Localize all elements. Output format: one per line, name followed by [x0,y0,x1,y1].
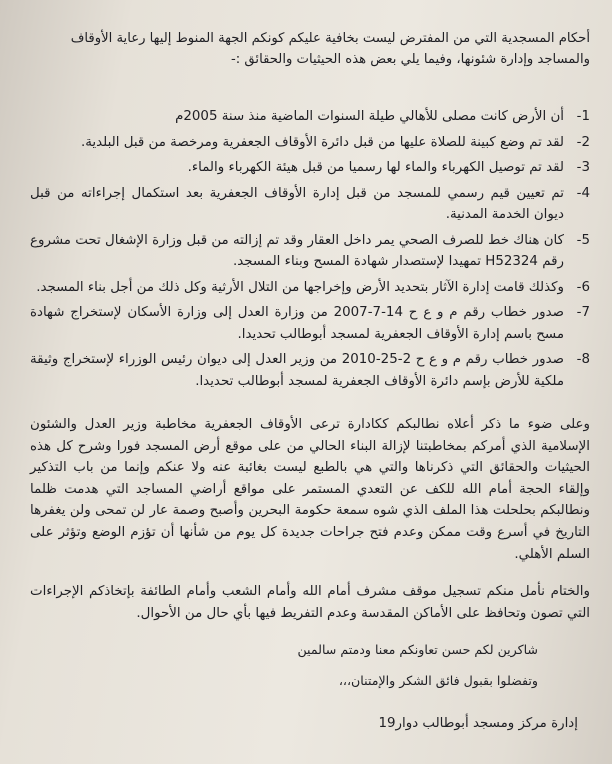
item-text: وكذلك قامت إدارة الآثار بتحديد الأرض وإخراجها من التلال الأرثية وكل ذلك من أجل بناء المسجد. [36,279,564,295]
regards-line: وتفضلوا بقبول فائق الشكر والإمتنان،،، [338,673,538,689]
list-item [30,277,590,299]
item-number: -4 [576,185,590,201]
facts-list [30,106,590,392]
list-item [30,349,590,392]
item-number: -6 [576,279,590,295]
signature-line: إدارة مركز ومسجد أبوطالب دوار19 [378,716,578,731]
item-text: تم تعيين قيم رسمي للمسجد من قبل إدارة الأوقاف الجعفرية بعد استكمال إجراءاته من قبل ديوان الخدمة المدنية. [30,185,564,222]
item-text: كان هناك خط للصرف الصحي يمر داخل العقار وقد تم إزالته من قبل وزارة الإشغال تحت مشروع رقم H52324 تمهيدا لإستصدار شهادة المسح وبناء المسجد. [30,232,564,269]
item-number: -8 [576,352,590,367]
item-text: صدور خطاب رقم م و ع ح 14-7-2007 من وزارة العدل إلى وزارة الأسكان لإستخراج شهادة مسح باسم إدارة الأوقاف الجعفرية لمسجد أبوطالب تحديدا. [30,305,564,342]
intro-paragraph: أحكام المسجدية التي من المفترض ليست بخافية عليكم كونكم الجهة المنوط إليها رعاية الأوقاف والمساجد وإدارة شئونها، وفيما يلي بعض هذه الحيثيات والحقائق :- [70,31,590,67]
body-paragraph: وعلى ضوء ما ذكر أعلاه نطالبكم ككادارة ترعى الأوقاف الجعفرية مخاطبة وزير العدل والشئون الإسلامية الذي أمركم بمخاطبتنا لإزالة البناء الحالي من على موقع أرض المسجد فورا وشرح كل هذه الحيثيات والحقائق التي ذكرناها والتي هي بالطبع ليست بغائبة عنه ولا عنكم وإنما من باب التذكير وإلقاء الحجة أمام الله للكف عن التعدي المستمر على مواقع أراضي المساجد التي هدمت ظلما ونطالبكم بحلحلت هذا الملف الذي شوه سمعة حكومة البحرين وأصبح وصمة عار لن تمحى ولن يغفرها التاريخ في أسرع وقت ممكن وعدم فتح جراحات جديدة كل يوم من شأنها أن تؤزم الوضع وتؤثر على السلم الأهلي. [30,417,590,562]
list-item [30,183,590,226]
item-number: -3 [576,160,590,175]
item-number: -1 [576,109,590,124]
list-item [30,106,590,128]
item-number: -5 [576,232,590,248]
thanks-line: شاكرين لكم حسن تعاونكم معنا ودمتم سالمين [297,642,538,658]
closing-paragraph: والختام نأمل منكم تسجيل موقف مشرف أمام الله وأمام الشعب وأمام الطائفة بإتخاذكم الإجراءات التي تصون وتحافظ على الأماكن المقدسة وعدم التفريط فيها بأي حال من الأحوال. [30,584,590,621]
item-text: لقد تم توصيل الكهرباء والماء لها رسميا من قبل هيئة الكهرباء والماء. [187,160,564,175]
list-item [30,230,590,273]
item-number: -7 [576,305,590,320]
item-text: أن الأرض كانت مصلى للأهالي طيلة السنوات الماضية منذ سنة 2005م [175,109,564,124]
list-item [30,132,590,154]
item-text: لقد تم وضع كبينة للصلاة عليها من قبل دائرة الأوقاف الجعفرية ومرخصة من قبل البلدية. [80,134,564,150]
item-number: -2 [576,134,590,150]
list-item [30,157,590,179]
item-text: صدور خطاب رقم م و ع ح 2-25-2010 من وزير العدل إلى ديوان رئيس الوزراء لإستخراج وثيقة ملكية للأرض بإسم دائرة الأوقاف الجعفرية لمسجد أبوطالب تحديدا. [30,352,564,389]
list-item [30,302,590,345]
